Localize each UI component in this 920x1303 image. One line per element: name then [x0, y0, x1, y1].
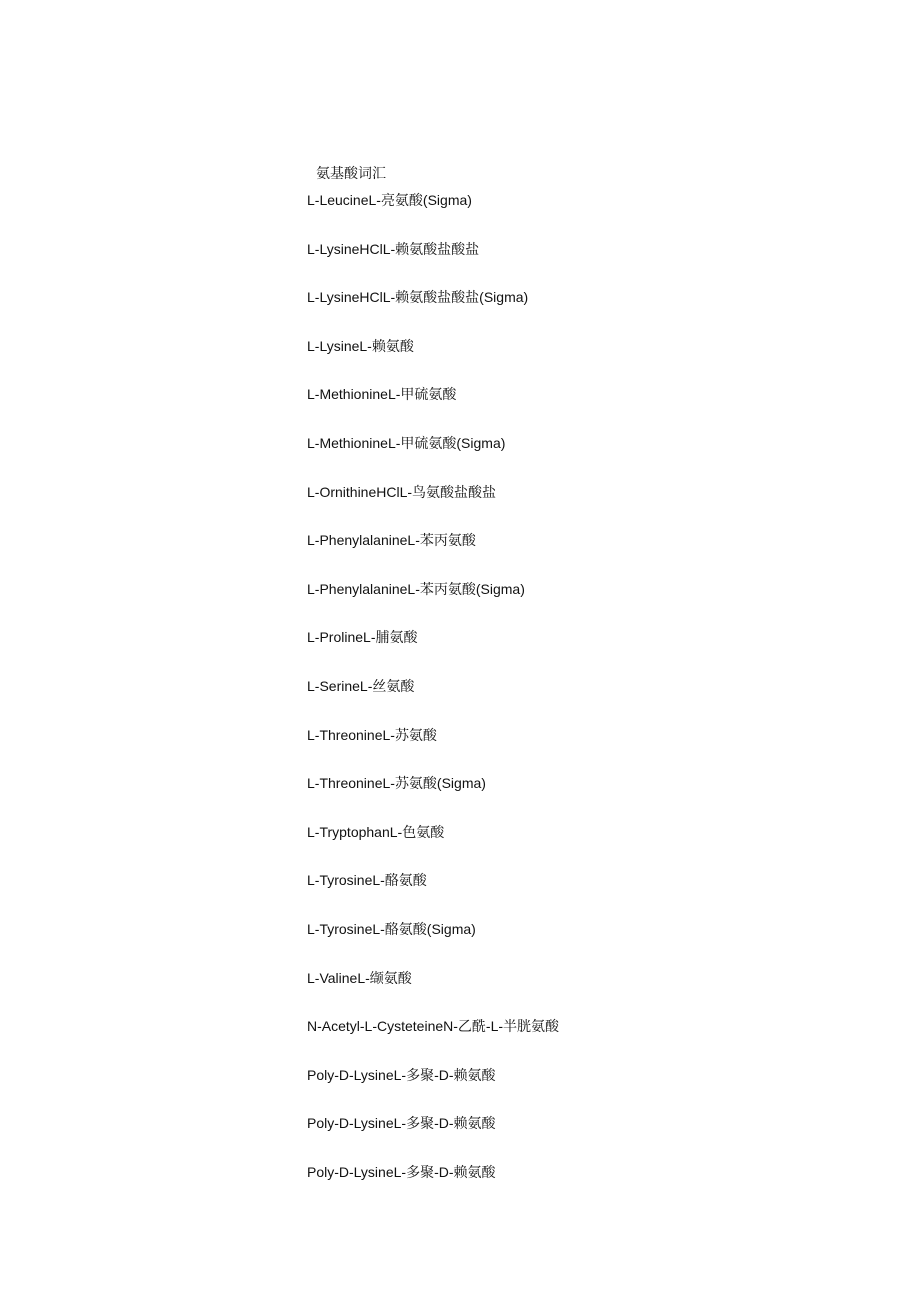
list-item: L-LeucineL-亮氨酸(Sigma) — [307, 192, 472, 208]
list-item: L-PhenylalanineL-苯丙氨酸 — [307, 532, 476, 549]
list-item: L-TryptophanL-色氨酸 — [307, 823, 445, 840]
list-item: Poly-D-LysineL-多聚-D-赖氨酸 — [307, 1163, 496, 1180]
list-item: Poly-D-LysineL-多聚-D-赖氨酸 — [307, 1115, 496, 1132]
list-item: L-MethionineL-甲硫氨酸(Sigma) — [307, 434, 506, 451]
vocabulary-list — [307, 190, 559, 1210]
document-title: 氨基酸词汇 — [316, 166, 386, 182]
list-item: L-ThreonineL-苏氨酸 — [307, 726, 437, 743]
list-item: L-ThreonineL-苏氨酸(Sigma) — [307, 775, 486, 792]
list-item: L-MethionineL-甲硫氨酸 — [307, 386, 457, 403]
list-item: Poly-D-LysineL-多聚-D-赖氨酸 — [307, 1066, 496, 1083]
list-item: L-SerineL-丝氨酸 — [307, 677, 415, 694]
list-item: L-ValineL-缬氨酸 — [307, 969, 412, 986]
list-item: L-TyrosineL-酪氨酸 — [307, 872, 427, 889]
list-item: L-LysineHClL-赖氨酸盐酸盐 — [307, 240, 480, 257]
list-item: L-OrnithineHClL-鸟氨酸盐酸盐 — [307, 483, 497, 500]
list-item: L-ProlineL-脯氨酸 — [307, 629, 418, 646]
list-item: L-TyrosineL-酪氨酸(Sigma) — [307, 920, 476, 937]
list-item: L-PhenylalanineL-苯丙氨酸(Sigma) — [307, 580, 525, 597]
list-item: N-Acetyl-L-CysteteineN-乙酰-L-半胱氨酸 — [307, 1018, 560, 1035]
list-item: L-LysineHClL-赖氨酸盐酸盐(Sigma) — [307, 289, 529, 306]
list-item: L-LysineL-赖氨酸 — [307, 337, 414, 354]
